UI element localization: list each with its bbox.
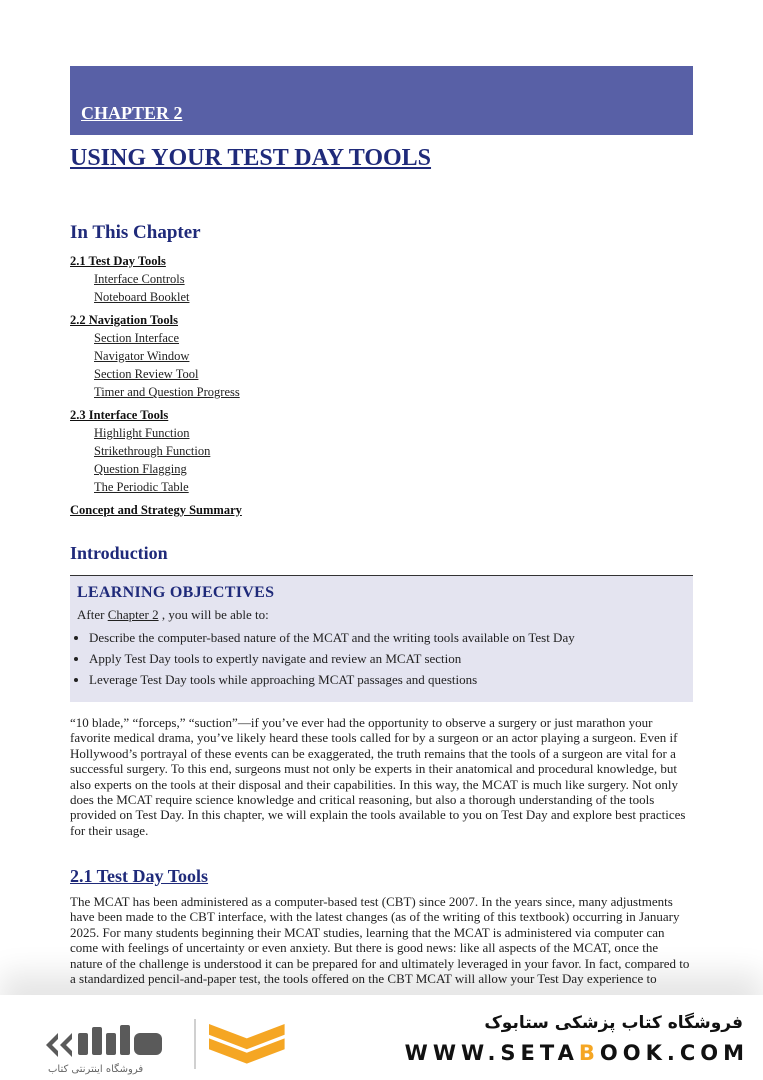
toc-item[interactable]: Noteboard Booklet bbox=[94, 290, 190, 304]
learning-objectives-intro bbox=[77, 607, 686, 623]
shop-url[interactable]: WWW.SETABOOK.COM bbox=[404, 1041, 749, 1065]
toc-item[interactable]: Question Flagging bbox=[94, 462, 187, 476]
list-item: • Leverage Test Day tools while approaching MCAT passages and questions bbox=[89, 672, 686, 687]
toc-item[interactable]: Section Interface bbox=[94, 331, 180, 345]
list-item: • Apply Test Day tools to expertly navigate and review an MCAT section bbox=[89, 651, 686, 666]
toc-heading: In This Chapter bbox=[70, 222, 201, 243]
toc-section-2-1[interactable]: 2.1 Test Day Tools bbox=[70, 254, 166, 268]
introduction-heading: Introduction bbox=[70, 543, 168, 563]
toc-item[interactable]: The Periodic Table bbox=[94, 480, 189, 494]
shop-name: فروشگاه کتاب پزشکی ستابوک bbox=[484, 1013, 743, 1033]
objectives-intro-text: , you will be able to: bbox=[161, 607, 269, 622]
toc-item[interactable]: Navigator Window bbox=[94, 349, 190, 363]
chapter-2-link[interactable]: Chapter 2 bbox=[107, 607, 159, 622]
toc-summary[interactable]: Concept and Strategy Summary bbox=[70, 503, 242, 517]
setabook-logo[interactable] bbox=[38, 1015, 288, 1075]
objectives-intro-text: After bbox=[77, 607, 105, 622]
section-2-1-heading[interactable]: 2.1 Test Day Tools bbox=[70, 866, 209, 886]
intro-paragraph: “10 blade,” “forceps,” “suction”—if you’ve ever had the opportunity to observe a surgery or just marathon your favorite medical drama, you’ve likely heard these tools called for by a surgeon or an actor playing a surgeon. Even if Hollywood’s portrayal of these events can be exaggerated, the truth remains that the tools of a surgeon are vital for a successful surgery. To this end, surgeons must not only be experts in their anatomical and procedural knowledge, but also experts on the tools at their disposal and their capabilities. In this way, the MCAT is much like surgery. Not only does the MCAT require science knowledge and critical reasoning, but also a thorough understanding of the tools provided on Test Day. In this chapter, we will explain the tools available to you on Test Day and explore best practices for their usage. bbox=[70, 715, 686, 838]
learning-objectives-box bbox=[70, 575, 693, 702]
toc-item[interactable]: Timer and Question Progress bbox=[94, 385, 240, 399]
toc-item[interactable]: Highlight Function bbox=[94, 426, 190, 440]
objectives-list bbox=[77, 630, 686, 687]
section-2-1-paragraph: The MCAT has been administered as a computer-based test (CBT) since 2007. In the years since, many adjustments have been made to the CBT interface, with the latest changes (as of the writing of this textbook) occurring in January 2025. For many students beginning their MCAT studies, learning that the MCAT is administered via computer can come with feelings of uncertainty or even anxiety. But there is good news: like all aspects of the MCAT, once the nature of the challenge is understood it can be prepared for and ultimately leveraged in your favor. In fact, compared to a standardized pencil-and-paper test, the tools offered on the CBT MCAT will allow your Test Day experience to bbox=[70, 894, 690, 987]
chapter-label[interactable]: CHAPTER 2 bbox=[81, 103, 183, 123]
chapter-banner bbox=[70, 66, 693, 135]
list-item: • Describe the computer-based nature of the MCAT and the writing tools available on Test Day bbox=[89, 630, 686, 645]
chapter-title[interactable]: USING YOUR TEST DAY TOOLS bbox=[70, 145, 432, 171]
toc-item[interactable]: Strikethrough Function bbox=[94, 444, 211, 458]
toc-item[interactable]: Interface Controls bbox=[94, 272, 185, 286]
table-of-contents bbox=[70, 252, 470, 519]
learning-objectives-title: LEARNING OBJECTIVES bbox=[77, 584, 275, 601]
footer-banner bbox=[0, 995, 763, 1080]
toc-section-2-2[interactable]: 2.2 Navigation Tools bbox=[70, 313, 179, 327]
toc-item[interactable]: Section Review Tool bbox=[94, 367, 199, 381]
toc-section-2-3[interactable]: 2.3 Interface Tools bbox=[70, 408, 169, 422]
logo-tagline: فروشگاه اینترنتی کتاب bbox=[48, 1064, 144, 1075]
